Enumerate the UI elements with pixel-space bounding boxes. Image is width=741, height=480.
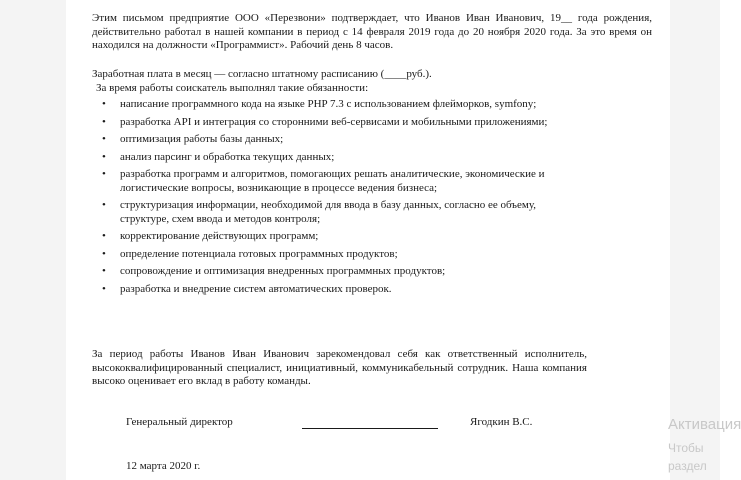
activation-watermark-line: Чтобы	[668, 441, 704, 455]
list-item: • сопровождение и оптимизация внедренных программных продуктов;	[102, 265, 446, 277]
list-item: • написание программного кода на языке PHP 7.3 с использованием флейморков, symfony;	[102, 98, 537, 110]
signature-line	[302, 428, 438, 429]
list-item: • разработка программ и алгоритмов, помогающих решать аналитические, экономические и логистические вопросы, возникающие в процессе ведения бизнеса;	[102, 168, 545, 194]
signer-title: Генеральный директор	[126, 416, 233, 428]
list-item: • определение потенциала готовых программных продуктов;	[102, 247, 398, 260]
list-item: • оптимизация работы базы данных;	[102, 133, 284, 145]
list-item: • разработка и внедрение систем автоматических проверок.	[102, 282, 392, 295]
duties-intro: За время работы соискатель выполнял такие обязанности:	[96, 82, 369, 94]
bullet-icon: •	[102, 247, 106, 260]
list-item: • корректирование действующих программ;	[102, 230, 319, 242]
activation-watermark-title: Активация	[668, 416, 741, 433]
bullet-icon: •	[102, 265, 106, 277]
bullet-icon: •	[102, 98, 106, 110]
document-date: 12 марта 2020 г.	[126, 460, 201, 472]
intro-paragraph: Этим письмом предприятие ООО «Перезвони» подтверждает, что Иванов Иван Иванович, 19__ года рождения, действительно работал в нашей компании в период с 14 февраля 2019 года до 20 ноября 2020 года. За это время он находился на должности «Программист». Рабочий день 8 часов.	[92, 12, 652, 51]
signer-name: Ягодкин В.С.	[470, 416, 533, 428]
left-gutter	[0, 0, 66, 480]
bullet-icon: •	[102, 150, 106, 163]
signature-block	[66, 416, 670, 436]
list-item: • анализ парсинг и обработка текущих данных;	[102, 150, 335, 163]
activation-watermark-line: раздел	[668, 459, 707, 473]
list-item: • структуризация информации, необходимой для ввода в базу данных, согласно ее объему, структуре, схем ввода и методов контроля;	[102, 199, 536, 225]
bullet-icon: •	[102, 199, 106, 211]
closing-paragraph: За период работы Иванов Иван Иванович зарекомендовал себя как ответственный исполнитель, высококвалифицированный специалист, инициативный, коммуникабельный сотрудник. Наша компания высоко оценивает его вклад в работу команды.	[92, 348, 587, 387]
duties-list	[92, 98, 562, 300]
list-item: • разработка API и интеграция со сторонними веб-сервисами и мобильными приложениями;	[102, 115, 548, 128]
document-page	[66, 0, 670, 480]
salary-paragraph: Заработная плата в месяц — согласно штатному расписанию (____руб.).	[92, 68, 432, 80]
bullet-icon: •	[102, 115, 106, 128]
bullet-icon: •	[102, 230, 106, 242]
bullet-icon: •	[102, 168, 106, 180]
bullet-icon: •	[102, 282, 106, 295]
right-gutter	[670, 0, 720, 480]
bullet-icon: •	[102, 133, 106, 145]
